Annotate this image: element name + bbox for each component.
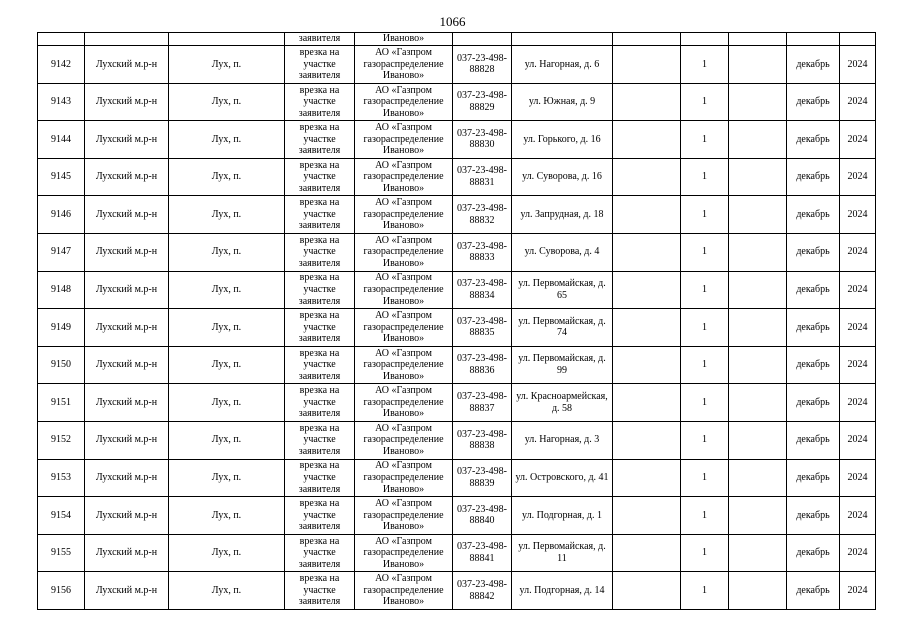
cell-address: ул. Первомайская, д. 99 (512, 346, 613, 384)
cell-address: ул. Подгорная, д. 14 (512, 572, 613, 610)
cell-count: 1 (681, 271, 729, 309)
cell-organization: АО «Газпром газораспределение Иваново» (355, 346, 453, 384)
cell-count: 1 (681, 459, 729, 497)
table-row (38, 196, 876, 234)
table-row (38, 46, 876, 84)
cell-organization: АО «Газпром газораспределение Иваново» (355, 309, 453, 347)
cell-year: 2024 (840, 534, 876, 572)
cell-address: ул. Суворова, д. 16 (512, 158, 613, 196)
table-row (38, 572, 876, 610)
cell-code: 037-23-498-88839 (453, 459, 512, 497)
cell-empty (729, 534, 787, 572)
cell-work-type: врезка на участке заявителя (285, 271, 355, 309)
table-row (38, 83, 876, 121)
cell-organization: АО «Газпром газораспределение Иваново» (355, 233, 453, 271)
cell-empty (729, 33, 787, 46)
cell-district: Лухский м.р-н (85, 83, 169, 121)
cell-count: 1 (681, 346, 729, 384)
cell-organization: АО «Газпром газораспределение Иваново» (355, 384, 453, 422)
cell-year: 2024 (840, 459, 876, 497)
cell-empty (613, 46, 681, 84)
cell-empty (729, 196, 787, 234)
cell-locality: Лух, п. (169, 271, 285, 309)
cell-empty (613, 572, 681, 610)
cell-number: 9154 (38, 497, 85, 535)
cell-empty (681, 33, 729, 46)
cell-empty (729, 121, 787, 159)
cell-locality: Лух, п. (169, 497, 285, 535)
cell-number: 9153 (38, 459, 85, 497)
cell-locality: Лух, п. (169, 196, 285, 234)
cell-number: 9152 (38, 421, 85, 459)
cell-code: 037-23-498-88834 (453, 271, 512, 309)
cell-empty (169, 33, 285, 46)
cell-count: 1 (681, 233, 729, 271)
cell-empty (729, 459, 787, 497)
cell-organization: АО «Газпром газораспределение Иваново» (355, 421, 453, 459)
cell-number: 9151 (38, 384, 85, 422)
cell-organization: АО «Газпром газораспределение Иваново» (355, 196, 453, 234)
cell-district: Лухский м.р-н (85, 196, 169, 234)
cell-number: 9144 (38, 121, 85, 159)
cell-empty (613, 33, 681, 46)
cell-organization: АО «Газпром газораспределение Иваново» (355, 534, 453, 572)
cell-organization: АО «Газпром газораспределение Иваново» (355, 46, 453, 84)
cell-number: 9150 (38, 346, 85, 384)
cell-type: заявителя (285, 33, 355, 46)
cell-number: 9145 (38, 158, 85, 196)
cell-year: 2024 (840, 572, 876, 610)
table-row (38, 346, 876, 384)
cell-year: 2024 (840, 421, 876, 459)
cell-number: 9155 (38, 534, 85, 572)
cell-org: Иваново» (355, 33, 453, 46)
cell-address: ул. Запрудная, д. 18 (512, 196, 613, 234)
cell-empty (613, 309, 681, 347)
cell-code: 037-23-498-88831 (453, 158, 512, 196)
cell-count: 1 (681, 534, 729, 572)
cell-work-type: врезка на участке заявителя (285, 46, 355, 84)
cell-month: декабрь (787, 346, 840, 384)
cell-work-type: врезка на участке заявителя (285, 421, 355, 459)
cell-empty (729, 421, 787, 459)
cell-work-type: врезка на участке заявителя (285, 196, 355, 234)
table-row (38, 121, 876, 159)
cell-month: декабрь (787, 196, 840, 234)
table-row (38, 384, 876, 422)
cell-code: 037-23-498-88841 (453, 534, 512, 572)
cell-address: ул. Суворова, д. 4 (512, 233, 613, 271)
cell-address: ул. Первомайская, д. 74 (512, 309, 613, 347)
cell-code: 037-23-498-88840 (453, 497, 512, 535)
cell-organization: АО «Газпром газораспределение Иваново» (355, 459, 453, 497)
cell-locality: Лух, п. (169, 384, 285, 422)
cell-month: декабрь (787, 121, 840, 159)
cell-district: Лухский м.р-н (85, 46, 169, 84)
cell-number: 9142 (38, 46, 85, 84)
cell-organization: АО «Газпром газораспределение Иваново» (355, 83, 453, 121)
cell-month: декабрь (787, 421, 840, 459)
cell-work-type: врезка на участке заявителя (285, 233, 355, 271)
table-row (38, 158, 876, 196)
cell-code: 037-23-498-88838 (453, 421, 512, 459)
cell-empty (613, 459, 681, 497)
cell-work-type: врезка на участке заявителя (285, 83, 355, 121)
table-row (38, 497, 876, 535)
cell-address: ул. Красноармейская, д. 58 (512, 384, 613, 422)
cell-count: 1 (681, 309, 729, 347)
cell-locality: Лух, п. (169, 346, 285, 384)
cell-district: Лухский м.р-н (85, 121, 169, 159)
cell-month: декабрь (787, 497, 840, 535)
cell-address: ул. Южная, д. 9 (512, 83, 613, 121)
cell-count: 1 (681, 158, 729, 196)
cell-address: ул. Первомайская, д. 65 (512, 271, 613, 309)
cell-month: декабрь (787, 459, 840, 497)
cell-empty (729, 83, 787, 121)
table-row (38, 534, 876, 572)
cell-district: Лухский м.р-н (85, 158, 169, 196)
cell-year: 2024 (840, 83, 876, 121)
cell-empty (613, 534, 681, 572)
cell-year: 2024 (840, 158, 876, 196)
cell-code: 037-23-498-88835 (453, 309, 512, 347)
cell-locality: Лух, п. (169, 534, 285, 572)
cell-address: ул. Горького, д. 16 (512, 121, 613, 159)
cell-empty (613, 158, 681, 196)
cell-empty (729, 158, 787, 196)
cell-work-type: врезка на участке заявителя (285, 158, 355, 196)
cell-locality: Лух, п. (169, 309, 285, 347)
cell-month: декабрь (787, 83, 840, 121)
cell-code: 037-23-498-88832 (453, 196, 512, 234)
cell-code: 037-23-498-88829 (453, 83, 512, 121)
cell-code: 037-23-498-88833 (453, 233, 512, 271)
continued-row (38, 33, 876, 46)
cell-empty (613, 384, 681, 422)
cell-empty (613, 233, 681, 271)
cell-empty (85, 33, 169, 46)
cell-organization: АО «Газпром газораспределение Иваново» (355, 497, 453, 535)
cell-empty (729, 46, 787, 84)
table-body (38, 33, 876, 610)
cell-empty (840, 33, 876, 46)
cell-work-type: врезка на участке заявителя (285, 346, 355, 384)
cell-district: Лухский м.р-н (85, 271, 169, 309)
page-number: 1066 (439, 14, 466, 29)
cell-count: 1 (681, 421, 729, 459)
cell-work-type: врезка на участке заявителя (285, 121, 355, 159)
cell-locality: Лух, п. (169, 46, 285, 84)
cell-work-type: врезка на участке заявителя (285, 384, 355, 422)
cell-organization: АО «Газпром газораспределение Иваново» (355, 271, 453, 309)
cell-locality: Лух, п. (169, 572, 285, 610)
cell-year: 2024 (840, 346, 876, 384)
table-row (38, 271, 876, 309)
cell-organization: АО «Газпром газораспределение Иваново» (355, 121, 453, 159)
cell-number: 9149 (38, 309, 85, 347)
cell-code: 037-23-498-88830 (453, 121, 512, 159)
table-row (38, 233, 876, 271)
cell-month: декабрь (787, 572, 840, 610)
cell-empty (453, 33, 512, 46)
cell-work-type: врезка на участке заявителя (285, 534, 355, 572)
cell-locality: Лух, п. (169, 83, 285, 121)
cell-code: 037-23-498-88842 (453, 572, 512, 610)
cell-count: 1 (681, 572, 729, 610)
cell-month: декабрь (787, 534, 840, 572)
cell-empty (729, 346, 787, 384)
cell-month: декабрь (787, 309, 840, 347)
cell-district: Лухский м.р-н (85, 497, 169, 535)
cell-count: 1 (681, 83, 729, 121)
cell-year: 2024 (840, 497, 876, 535)
cell-year: 2024 (840, 121, 876, 159)
cell-number: 9146 (38, 196, 85, 234)
cell-locality: Лух, п. (169, 421, 285, 459)
cell-organization: АО «Газпром газораспределение Иваново» (355, 158, 453, 196)
cell-empty (729, 384, 787, 422)
cell-empty (512, 33, 613, 46)
cell-count: 1 (681, 384, 729, 422)
works-table (37, 32, 876, 610)
cell-empty (729, 233, 787, 271)
cell-district: Лухский м.р-н (85, 534, 169, 572)
cell-year: 2024 (840, 309, 876, 347)
cell-count: 1 (681, 121, 729, 159)
cell-empty (613, 196, 681, 234)
cell-empty (613, 346, 681, 384)
cell-empty (38, 33, 85, 46)
cell-code: 037-23-498-88828 (453, 46, 512, 84)
cell-work-type: врезка на участке заявителя (285, 459, 355, 497)
cell-month: декабрь (787, 233, 840, 271)
cell-year: 2024 (840, 233, 876, 271)
cell-year: 2024 (840, 46, 876, 84)
cell-district: Лухский м.р-н (85, 384, 169, 422)
cell-district: Лухский м.р-н (85, 309, 169, 347)
cell-work-type: врезка на участке заявителя (285, 572, 355, 610)
cell-number: 9156 (38, 572, 85, 610)
cell-empty (729, 309, 787, 347)
cell-empty (613, 421, 681, 459)
cell-empty (613, 83, 681, 121)
cell-month: декабрь (787, 158, 840, 196)
cell-district: Лухский м.р-н (85, 459, 169, 497)
cell-count: 1 (681, 46, 729, 84)
cell-year: 2024 (840, 196, 876, 234)
cell-count: 1 (681, 497, 729, 535)
cell-count: 1 (681, 196, 729, 234)
cell-locality: Лух, п. (169, 459, 285, 497)
cell-district: Лухский м.р-н (85, 572, 169, 610)
cell-empty (729, 497, 787, 535)
cell-locality: Лух, п. (169, 121, 285, 159)
cell-address: ул. Нагорная, д. 6 (512, 46, 613, 84)
cell-code: 037-23-498-88836 (453, 346, 512, 384)
cell-work-type: врезка на участке заявителя (285, 497, 355, 535)
cell-organization: АО «Газпром газораспределение Иваново» (355, 572, 453, 610)
cell-empty (613, 271, 681, 309)
cell-district: Лухский м.р-н (85, 233, 169, 271)
cell-month: декабрь (787, 384, 840, 422)
cell-empty (729, 572, 787, 610)
cell-address: ул. Подгорная, д. 1 (512, 497, 613, 535)
cell-empty (613, 121, 681, 159)
cell-empty (787, 33, 840, 46)
table-row (38, 459, 876, 497)
cell-address: ул. Островского, д. 41 (512, 459, 613, 497)
cell-district: Лухский м.р-н (85, 421, 169, 459)
cell-locality: Лух, п. (169, 233, 285, 271)
cell-month: декабрь (787, 46, 840, 84)
cell-month: декабрь (787, 271, 840, 309)
cell-empty (613, 497, 681, 535)
table-row (38, 309, 876, 347)
cell-number: 9148 (38, 271, 85, 309)
cell-locality: Лух, п. (169, 158, 285, 196)
cell-code: 037-23-498-88837 (453, 384, 512, 422)
cell-address: ул. Первомайская, д. 11 (512, 534, 613, 572)
cell-year: 2024 (840, 384, 876, 422)
cell-empty (729, 271, 787, 309)
cell-year: 2024 (840, 271, 876, 309)
table-row (38, 421, 876, 459)
cell-number: 9143 (38, 83, 85, 121)
cell-district: Лухский м.р-н (85, 346, 169, 384)
cell-work-type: врезка на участке заявителя (285, 309, 355, 347)
cell-address: ул. Нагорная, д. 3 (512, 421, 613, 459)
cell-number: 9147 (38, 233, 85, 271)
